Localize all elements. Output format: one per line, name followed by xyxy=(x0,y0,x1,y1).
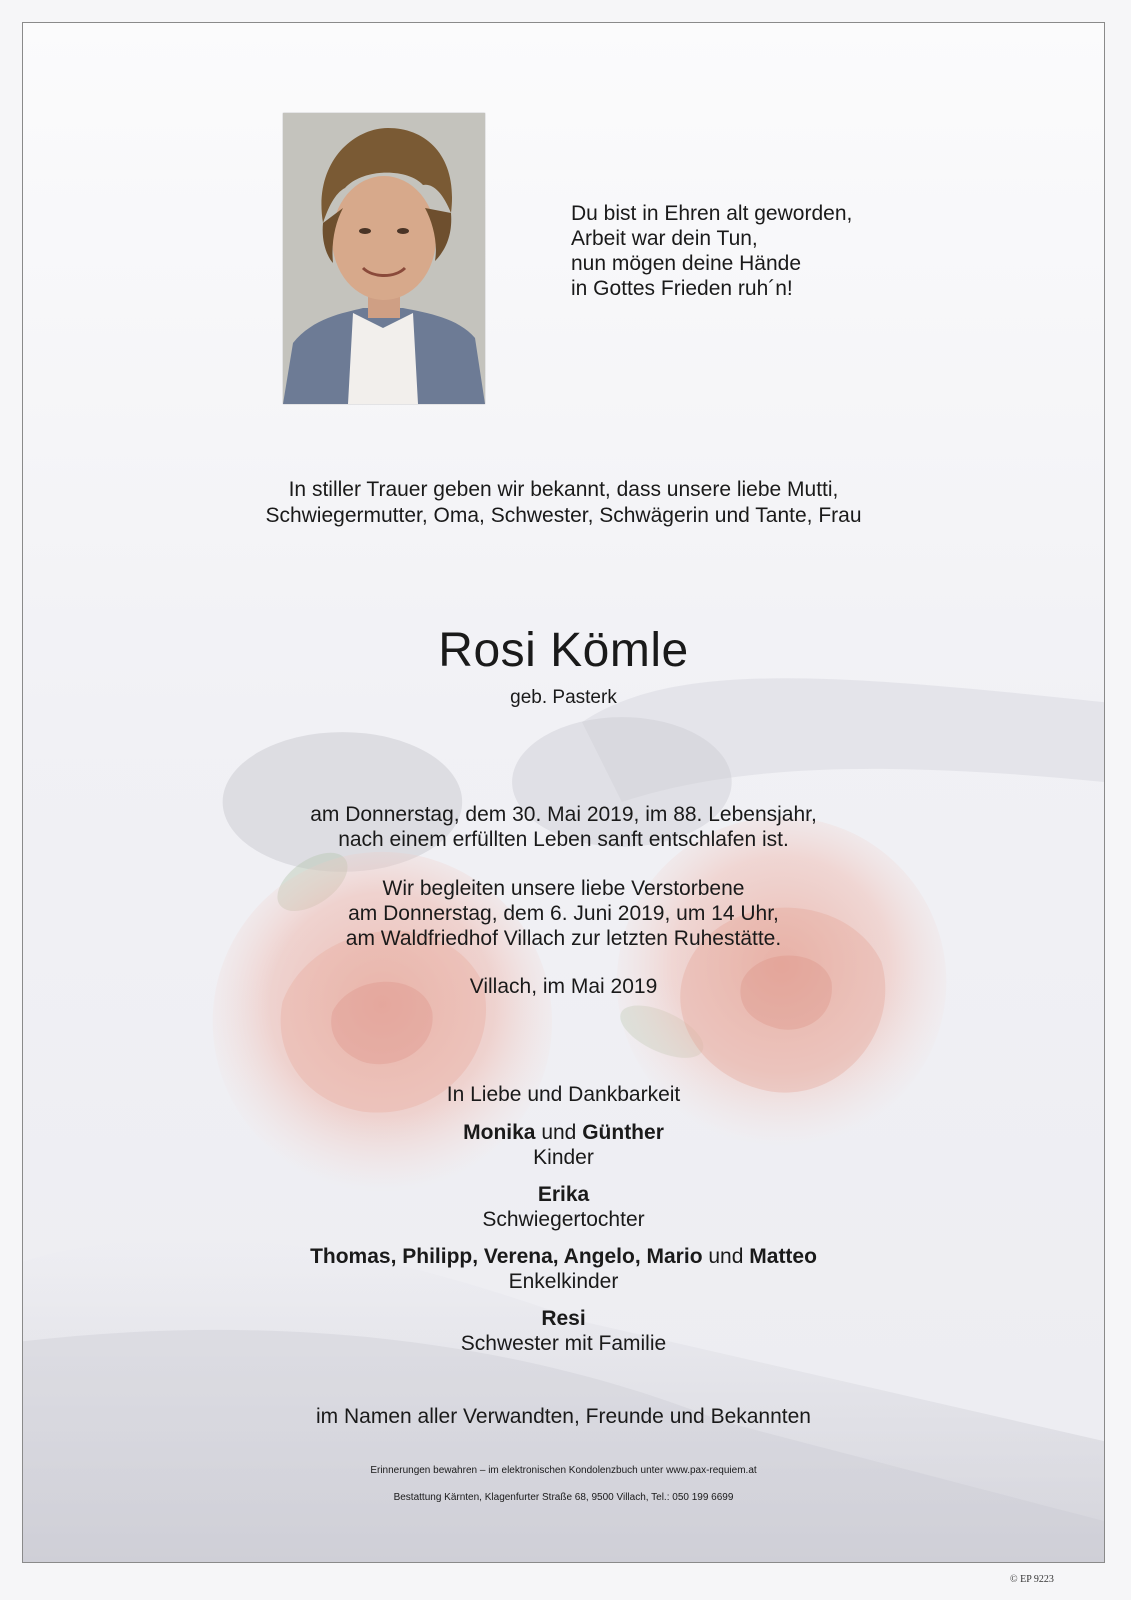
grandchildren-role: Enkelkinder xyxy=(508,1270,619,1293)
sister-role: Schwester mit Familie xyxy=(460,1332,667,1355)
children-role: Kinder xyxy=(533,1146,594,1169)
funeral-line: am Donnerstag, dem 6. Juni 2019, um 14 Uhr, xyxy=(348,902,779,925)
conjunction: und xyxy=(708,1245,744,1268)
grandchildren-names xyxy=(23,1244,1104,1269)
print-code: © EP 9223 xyxy=(1010,1574,1054,1585)
daughter-in-law-name: Erika xyxy=(537,1183,590,1206)
death-notice xyxy=(23,802,1104,852)
birth-name: geb. Pasterk xyxy=(510,687,617,708)
poem-line: Arbeit war dein Tun, xyxy=(571,227,758,250)
announcement-intro xyxy=(23,477,1104,529)
children-names xyxy=(23,1120,1104,1145)
sister-name: Resi xyxy=(541,1307,586,1330)
death-line: nach einem erfüllten Leben sanft entschlafen ist. xyxy=(338,828,789,851)
place-date: Villach, im Mai 2019 xyxy=(469,975,658,998)
thanks-line: In Liebe und Dankbarkeit xyxy=(446,1083,681,1106)
obituary-card xyxy=(22,22,1105,1563)
poem-line: in Gottes Frieden ruh´n! xyxy=(571,277,793,300)
daughter-in-law-role: Schwiegertochter xyxy=(482,1208,645,1231)
intro-line: In stiller Trauer geben wir bekannt, dass unsere liebe Mutti, xyxy=(288,478,839,501)
poem-line: nun mögen deine Hände xyxy=(571,252,802,275)
mourner-name: Matteo xyxy=(749,1245,817,1268)
mourners-list xyxy=(23,1120,1104,1368)
footer-undertaker-line: Bestattung Kärnten, Klagenfurter Straße 68, 9500 Villach, Tel.: 050 199 6699 xyxy=(393,1492,734,1503)
death-line: am Donnerstag, dem 30. Mai 2019, im 88. Lebensjahr, xyxy=(310,803,817,826)
portrait-photo xyxy=(283,113,485,404)
conjunction: und xyxy=(541,1121,577,1144)
intro-line: Schwiegermutter, Oma, Schwester, Schwägerin und Tante, Frau xyxy=(265,504,862,527)
funeral-line: Wir begleiten unsere liebe Verstorbene xyxy=(382,877,745,900)
funeral-notice xyxy=(23,876,1104,951)
funeral-line: am Waldfriedhof Villach zur letzten Ruhestätte. xyxy=(345,927,782,950)
mourner-name: Günther xyxy=(582,1121,664,1144)
poem-verse xyxy=(571,201,951,301)
closing-line: im Namen aller Verwandten, Freunde und Bekannten xyxy=(316,1405,811,1428)
footer-condolence-line: Erinnerungen bewahren – im elektronischen Kondolenzbuch unter www.pax-requiem.at xyxy=(370,1465,757,1476)
poem-line: Du bist in Ehren alt geworden, xyxy=(571,202,853,225)
mourner-name: Thomas, Philipp, Verena, Angelo, Mario xyxy=(310,1245,703,1268)
mourner-name: Monika xyxy=(463,1121,536,1144)
deceased-name: Rosi Kömle xyxy=(438,624,689,677)
